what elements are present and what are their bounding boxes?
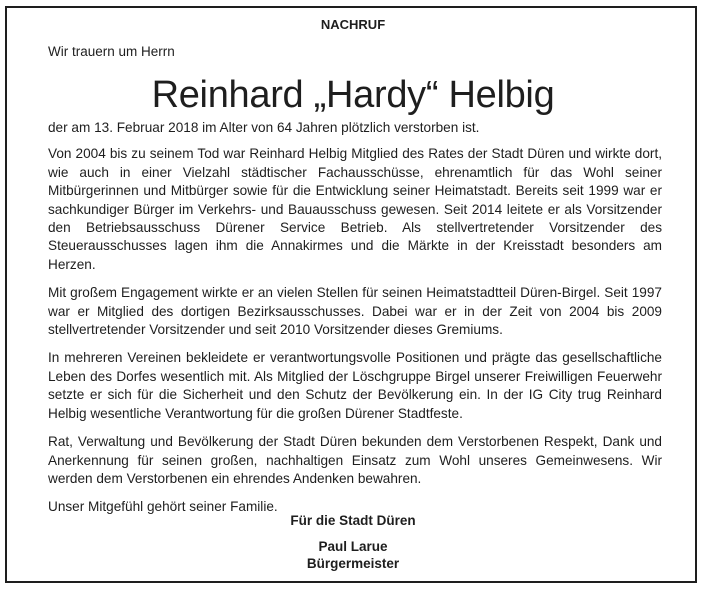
intro-line: Wir trauern um Herrn (48, 44, 175, 59)
paragraph-engagement: Mit großem Engagement wirkte er an vielen Stellen für seinen Heimatstadtteil Düren-Birgel. Seit 1997 war er Mitglied des dortigen Bezirksausschusses. Dabei war er in der Zeit von 2004 bis 2009 stellvertretender Vorsitzender und seit 2010 Vorsitzender dieses Gremiums. (48, 285, 662, 338)
paragraph-condolence: Unser Mitgefühl gehört seiner Familie. (48, 499, 278, 515)
deceased-name: Reinhard „Hardy“ Helbig (151, 74, 555, 116)
signature-person: Paul Larue (318, 539, 388, 554)
paragraph-career: Von 2004 bis zu seinem Tod war Reinhard Helbig Mitglied des Rates der Stadt Düren und wirkte dort, wie auch in einer Vielzahl städtischer Fachausschüsse, ehrenamtlich für das Wohl seiner Mitbürgerinnen und Mitbürger sowie für die Entwicklung seiner Heimatstadt. Bereits seit 1999 war er sachkundiger Bürger im Verkehrs- und Bauausschuss gewesen. Seit 2014 leitete er als Vorsitzender den Betriebsausschuss Dürener Service Betrieb. Als stellvertretender Vorsitzender des Steuerausschusses lagen ihm die Annakirmes und die Märkte in der Kreisstadt besonders am Herzen. (48, 146, 662, 272)
paragraph-gratitude: Rat, Verwaltung und Bevölkerung der Stadt Düren bekunden dem Verstorbenen Respekt, Dank und Anerkennung für seinen großen, nachhaltigen Einsatz zum Wohl unseres Gemeinwesens. Wir werden dem Verstorbenen ein ehrendes Andenken bewahren. (48, 434, 662, 486)
notice-heading: NACHRUF (320, 17, 386, 32)
obituary-body (48, 119, 662, 527)
paragraph-associations: In mehreren Vereinen bekleidete er verantwortungsvolle Positionen und prägte das gesellschaftliche Leben des Dorfes wesentlich mit. Als Mitglied der Löschgruppe Birgel unserer Freiwilligen Feuerwehr setzte er sich für die Sicherheit und den Schutz der Bevölkerung ein. In der IG City trug Reinhard Helbig wesentliche Verantwortung für die großen Dürener Stadtfeste. (48, 350, 662, 421)
signature-title: Bürgermeister (306, 556, 400, 571)
paragraph-date: der am 13. Februar 2018 im Alter von 64 Jahren plötzlich verstorben ist. (48, 120, 480, 135)
signature-org: Für die Stadt Düren (290, 513, 416, 528)
